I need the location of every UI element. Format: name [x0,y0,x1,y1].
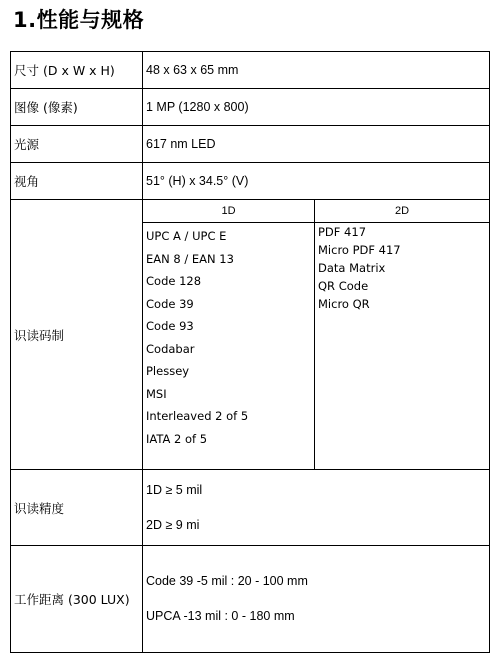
list-item: IATA 2 of 5 [146,431,208,446]
distance-label: 工作距离 (300 LUX) [11,546,143,653]
codes-1d-cell [143,223,315,470]
table-row [11,126,490,163]
size-label: 尺寸 (D x W x H) [11,52,143,89]
distance-line: Code 39 -5 mil : 20 - 100 mm [146,574,308,588]
list-item: Code 93 [146,319,194,333]
list-item: EAN 8 / EAN 13 [146,251,234,266]
view-label: 视角 [11,163,143,200]
list-item: Code 39 [146,296,194,311]
list-item: Codabar [146,341,195,356]
list-item: UPC A / UPC E [146,229,227,243]
size-value: 48 x 63 x 65 mm [143,52,490,89]
list-item: Data Matrix [318,261,386,275]
light-value: 617 nm LED [143,126,490,163]
table-row [11,546,490,653]
view-value: 51° (H) x 34.5° (V) [143,163,490,200]
table-row [11,470,490,546]
precision-line: 1D ≥ 5 mil [146,482,203,497]
codes-2d-cell [315,223,490,470]
list-item: Interleaved 2 of 5 [146,409,249,423]
table-row [11,163,490,200]
list-item: Plessey [146,364,190,378]
list-item: QR Code [318,279,369,293]
list-item: Micro QR [318,297,370,311]
precision-value [143,470,490,546]
list-item: MSI [146,386,167,401]
spec-table [10,51,490,653]
list-item: Code 128 [146,274,202,288]
table-row [11,89,490,126]
section-title: 1.性能与规格 [13,8,145,32]
image-value: 1 MP (1280 x 800) [143,89,490,126]
table-row [11,52,490,89]
codes-1d-list [146,225,314,450]
codes-2d-list [318,223,489,313]
precision-line: 2D ≥ 9 mi [146,517,200,532]
table-row [11,200,490,223]
list-item: Micro PDF 417 [318,243,401,257]
distance-line: UPCA -13 mil : 0 - 180 mm [146,609,295,623]
precision-label: 识读精度 [11,470,143,546]
codes-1d-header: 1D [143,200,315,223]
image-label: 图像 (像素) [11,89,143,126]
light-label: 光源 [11,126,143,163]
codes-label: 识读码制 [11,200,143,470]
codes-2d-header: 2D [315,200,490,223]
list-item: PDF 417 [318,225,367,239]
distance-value [143,546,490,653]
